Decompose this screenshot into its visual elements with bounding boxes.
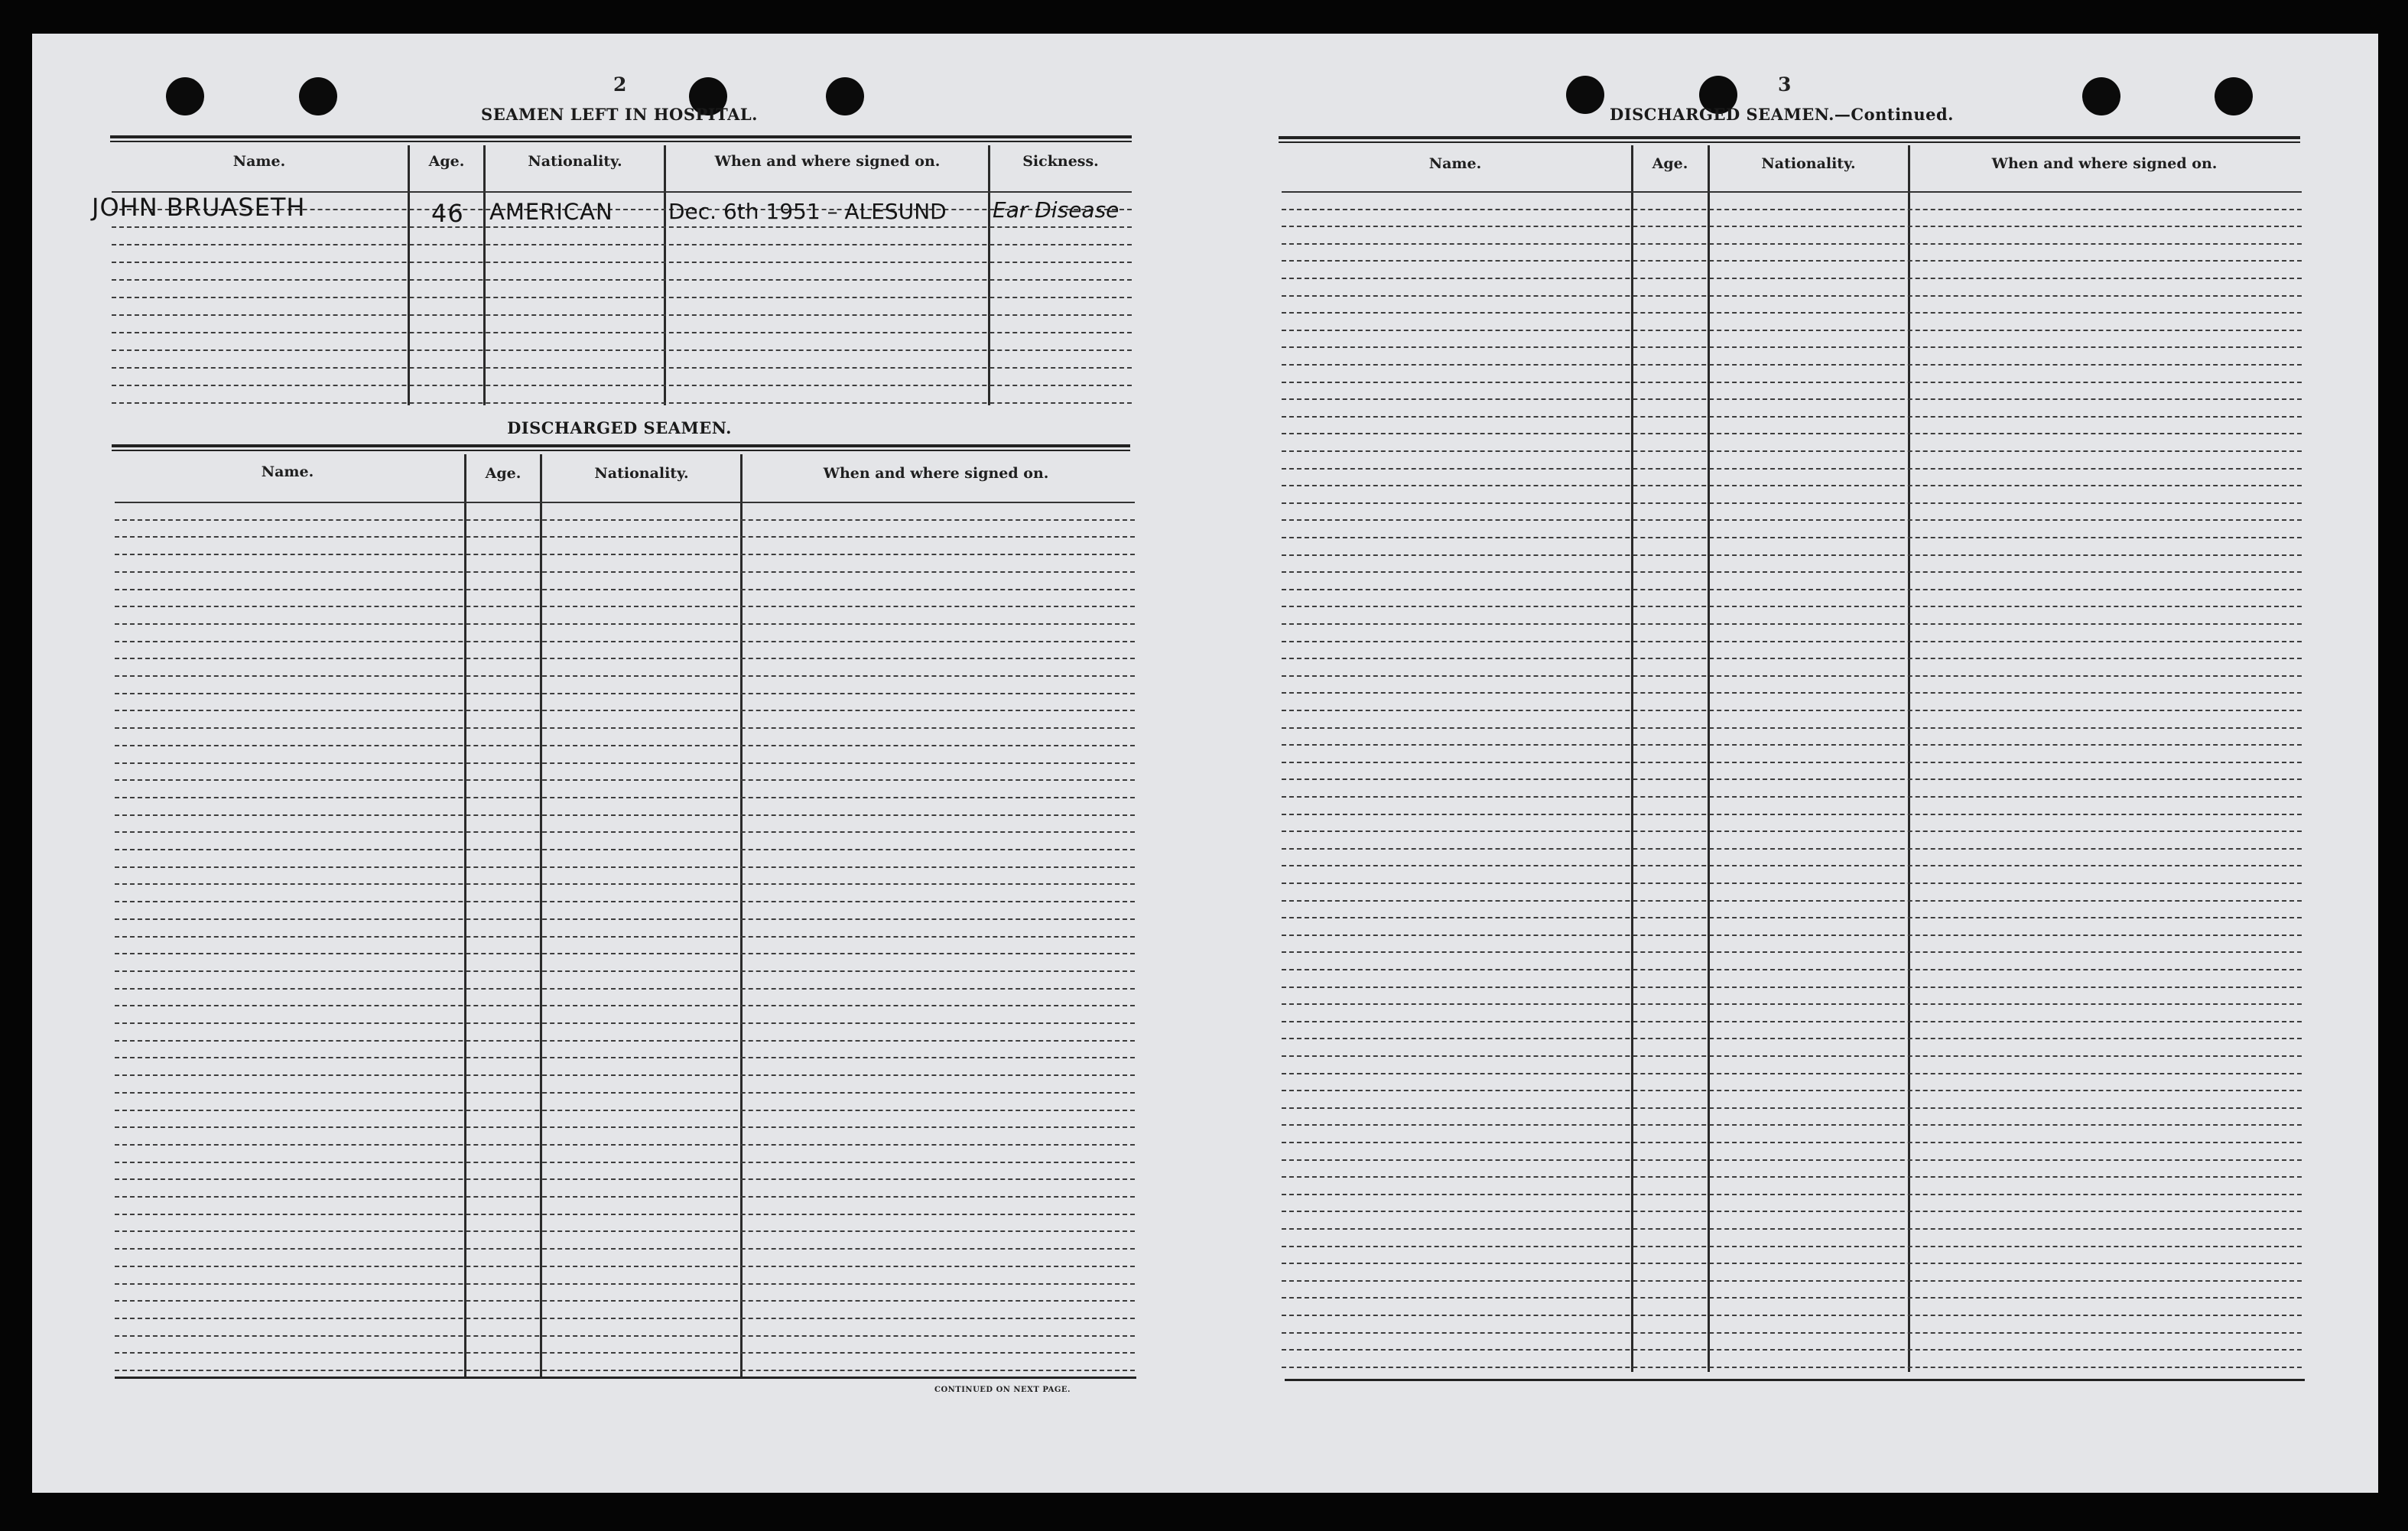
ruled-line <box>115 623 1135 625</box>
ruled-line <box>1282 1194 2302 1195</box>
ruled-line <box>1282 1090 2302 1091</box>
ruled-line <box>112 367 1132 369</box>
punch-hole <box>2082 77 2120 115</box>
ruled-line <box>1282 727 2302 729</box>
ruled-line <box>1282 382 2302 383</box>
ruled-line <box>115 988 1135 990</box>
hospital-col-sickness: Sickness. <box>1022 153 1099 170</box>
ruled-line <box>1282 762 2302 763</box>
hospital-section-title: SEAMEN LEFT IN HOSPITAL. <box>481 105 758 124</box>
hospital-table-top-rule <box>110 135 1132 138</box>
right-col-age: Age. <box>1652 155 1688 172</box>
ruled-line <box>1282 416 2302 418</box>
column-divider <box>408 145 410 405</box>
ruled-line <box>1282 468 2302 470</box>
ruled-line <box>112 226 1132 228</box>
ruled-line <box>1282 330 2302 331</box>
ruled-line <box>1282 969 2302 970</box>
ruled-line <box>1282 589 2302 590</box>
ruled-line <box>1282 606 2302 607</box>
ruled-line <box>1282 1280 2302 1282</box>
ruled-line <box>1282 692 2302 694</box>
ruled-line <box>115 1110 1135 1111</box>
ruled-line <box>115 693 1135 694</box>
ruled-line <box>1282 1055 2302 1057</box>
page-number: 3 <box>1778 73 1792 96</box>
ruled-line <box>115 1266 1135 1267</box>
hospital-col-name: Name. <box>232 153 286 170</box>
ruled-line <box>1282 1297 2302 1299</box>
ruled-line <box>112 262 1132 263</box>
ruled-line <box>1282 226 2302 227</box>
ruled-line <box>115 519 1135 521</box>
ruled-line <box>115 1162 1135 1163</box>
ruled-line <box>1282 865 2302 866</box>
ruled-line <box>1282 1315 2302 1316</box>
discharged-col-age: Age. <box>485 465 522 482</box>
ruled-line <box>1282 710 2302 711</box>
ruled-line <box>1282 675 2302 677</box>
ruled-line <box>1282 1107 2302 1109</box>
ruled-line <box>115 762 1135 764</box>
ruled-line <box>1282 450 2302 452</box>
ruled-line <box>115 1248 1135 1250</box>
hospital-col-nationality: Nationality. <box>528 153 622 170</box>
ruled-line <box>1282 1142 2302 1143</box>
ruled-line <box>1282 814 2302 815</box>
ruled-line <box>112 385 1132 386</box>
ruled-line <box>115 1214 1135 1215</box>
ruled-line <box>1282 779 2302 780</box>
ruled-line <box>1282 485 2302 486</box>
ruled-line <box>115 831 1135 833</box>
ruled-line <box>1282 848 2302 850</box>
ruled-line <box>115 1126 1135 1128</box>
ruled-line <box>1282 1073 2302 1074</box>
ruled-line <box>1282 312 2302 314</box>
ruled-line <box>1282 209 2302 210</box>
ruled-line <box>115 866 1135 868</box>
ruled-line <box>115 1283 1135 1285</box>
ruled-line <box>1282 1159 2302 1161</box>
ruled-line <box>112 244 1132 245</box>
ruled-line <box>115 1092 1135 1094</box>
ruled-line <box>1282 987 2302 988</box>
ruled-line <box>1282 623 2302 625</box>
column-divider <box>988 145 990 405</box>
ruled-line <box>112 332 1132 333</box>
ruled-line <box>115 536 1135 538</box>
ruled-line <box>1282 295 2302 297</box>
ruled-line <box>115 918 1135 920</box>
ruled-line <box>1282 1176 2302 1178</box>
ruled-line <box>1282 935 2302 936</box>
ruled-line <box>112 297 1132 298</box>
ruled-line <box>115 1335 1135 1337</box>
ruled-line <box>1282 917 2302 918</box>
ruled-line <box>1282 1349 2302 1351</box>
ruled-line <box>1282 554 2302 556</box>
ruled-line <box>115 814 1135 816</box>
entry-nationality: AMERICAN <box>489 199 613 225</box>
ruled-line <box>1282 900 2302 902</box>
ruled-line <box>115 1300 1135 1302</box>
punch-hole <box>299 77 337 115</box>
ruled-line <box>115 1057 1135 1058</box>
ruled-line <box>115 589 1135 590</box>
ruled-line <box>1282 191 2302 193</box>
hospital-col-signed-on: When and where signed on. <box>714 153 941 170</box>
ruled-line <box>115 502 1135 503</box>
right-table-top-rule <box>1279 136 2300 139</box>
table-bottom-rule <box>115 1377 1136 1379</box>
ruled-line <box>115 710 1135 711</box>
ruled-line <box>115 745 1135 746</box>
table-bottom-rule <box>1285 1379 2305 1381</box>
ruled-line <box>115 1196 1135 1198</box>
ruled-line <box>1282 1038 2302 1039</box>
ruled-line <box>115 936 1135 938</box>
punch-hole <box>826 77 864 115</box>
discharged-col-nationality: Nationality. <box>594 465 689 482</box>
discharged-table-top-rule <box>112 450 1130 451</box>
ruled-line <box>1282 346 2302 348</box>
page-number: 2 <box>613 73 627 96</box>
ruled-line <box>115 779 1135 781</box>
punch-hole <box>2215 77 2253 115</box>
discharged-table-top-rule <box>112 444 1130 447</box>
ruled-line <box>1282 831 2302 832</box>
ruled-line <box>1282 1332 2302 1334</box>
right-section-title: DISCHARGED SEAMEN.—Continued. <box>1610 105 1954 124</box>
entry-signed-on: Dec. 6th 1951 – ALESUND <box>668 199 947 224</box>
column-divider <box>483 145 486 405</box>
ruled-line <box>115 1005 1135 1006</box>
ruled-line <box>1282 260 2302 262</box>
ruled-line <box>115 849 1135 850</box>
ruled-line <box>115 883 1135 885</box>
column-divider <box>664 145 666 405</box>
ruled-line <box>1282 433 2302 434</box>
ruled-line <box>1282 502 2302 504</box>
ruled-line <box>115 571 1135 573</box>
ruled-line <box>115 797 1135 798</box>
punch-hole <box>166 77 204 115</box>
ruled-line <box>1282 1263 2302 1264</box>
ruled-line <box>115 1074 1135 1076</box>
ruled-line <box>115 554 1135 555</box>
right-col-name: Name. <box>1428 155 1482 172</box>
ruled-line <box>1282 744 2302 746</box>
ruled-line <box>115 658 1135 659</box>
ruled-line <box>112 314 1132 316</box>
ruled-line <box>1282 951 2302 953</box>
ruled-line <box>115 1230 1135 1232</box>
ruled-line <box>1282 398 2302 400</box>
ruled-line <box>1282 883 2302 884</box>
ruled-line <box>1282 658 2302 659</box>
ruled-line <box>1282 278 2302 279</box>
ruled-line <box>115 1318 1135 1319</box>
discharged-col-name: Name. <box>261 463 314 480</box>
discharged-section-title: DISCHARGED SEAMEN. <box>507 418 732 437</box>
ruled-line <box>1282 519 2302 521</box>
ruled-line <box>115 953 1135 954</box>
ruled-line <box>115 1352 1135 1354</box>
discharged-col-signed-on: When and where signed on. <box>823 465 1049 482</box>
ruled-line <box>1282 1246 2302 1247</box>
ruled-line <box>115 1040 1135 1042</box>
ruled-line <box>112 402 1132 404</box>
ruled-line <box>1282 1124 2302 1126</box>
entry-age: 46 <box>431 199 464 228</box>
ruled-line <box>115 727 1135 729</box>
column-divider <box>740 454 743 1377</box>
ruled-line <box>1282 364 2302 366</box>
ruled-line <box>115 675 1135 677</box>
column-divider <box>464 454 466 1377</box>
hospital-table-top-rule <box>110 141 1132 142</box>
entry-name: JOHN BRUASETH <box>92 193 306 222</box>
ruled-line <box>115 1022 1135 1024</box>
ruled-line <box>112 349 1132 351</box>
ruled-line <box>115 1144 1135 1146</box>
ruled-line <box>1282 243 2302 245</box>
ruled-line <box>1282 796 2302 798</box>
ruled-line <box>1282 1228 2302 1230</box>
ruled-line <box>112 279 1132 281</box>
ruled-line <box>1282 571 2302 573</box>
entry-sickness: Ear Disease <box>993 197 1120 223</box>
hospital-col-age: Age. <box>428 153 465 170</box>
column-divider <box>540 454 542 1377</box>
right-col-nationality: Nationality. <box>1761 155 1856 172</box>
right-table-top-rule <box>1279 141 2300 143</box>
right-col-signed-on: When and where signed on. <box>1991 155 2218 172</box>
ruled-line <box>1282 1021 2302 1022</box>
continued-note: CONTINUED ON NEXT PAGE. <box>934 1386 1071 1394</box>
ruled-line <box>1282 1003 2302 1005</box>
ruled-line <box>1282 641 2302 642</box>
ruled-line <box>1282 1211 2302 1212</box>
ruled-line <box>115 641 1135 642</box>
ruled-line <box>1282 537 2302 538</box>
ruled-line <box>1282 1367 2302 1368</box>
ruled-line <box>115 1370 1135 1371</box>
ruled-line <box>115 606 1135 607</box>
ruled-line <box>115 901 1135 902</box>
ruled-line <box>115 970 1135 972</box>
ruled-line <box>115 1178 1135 1180</box>
